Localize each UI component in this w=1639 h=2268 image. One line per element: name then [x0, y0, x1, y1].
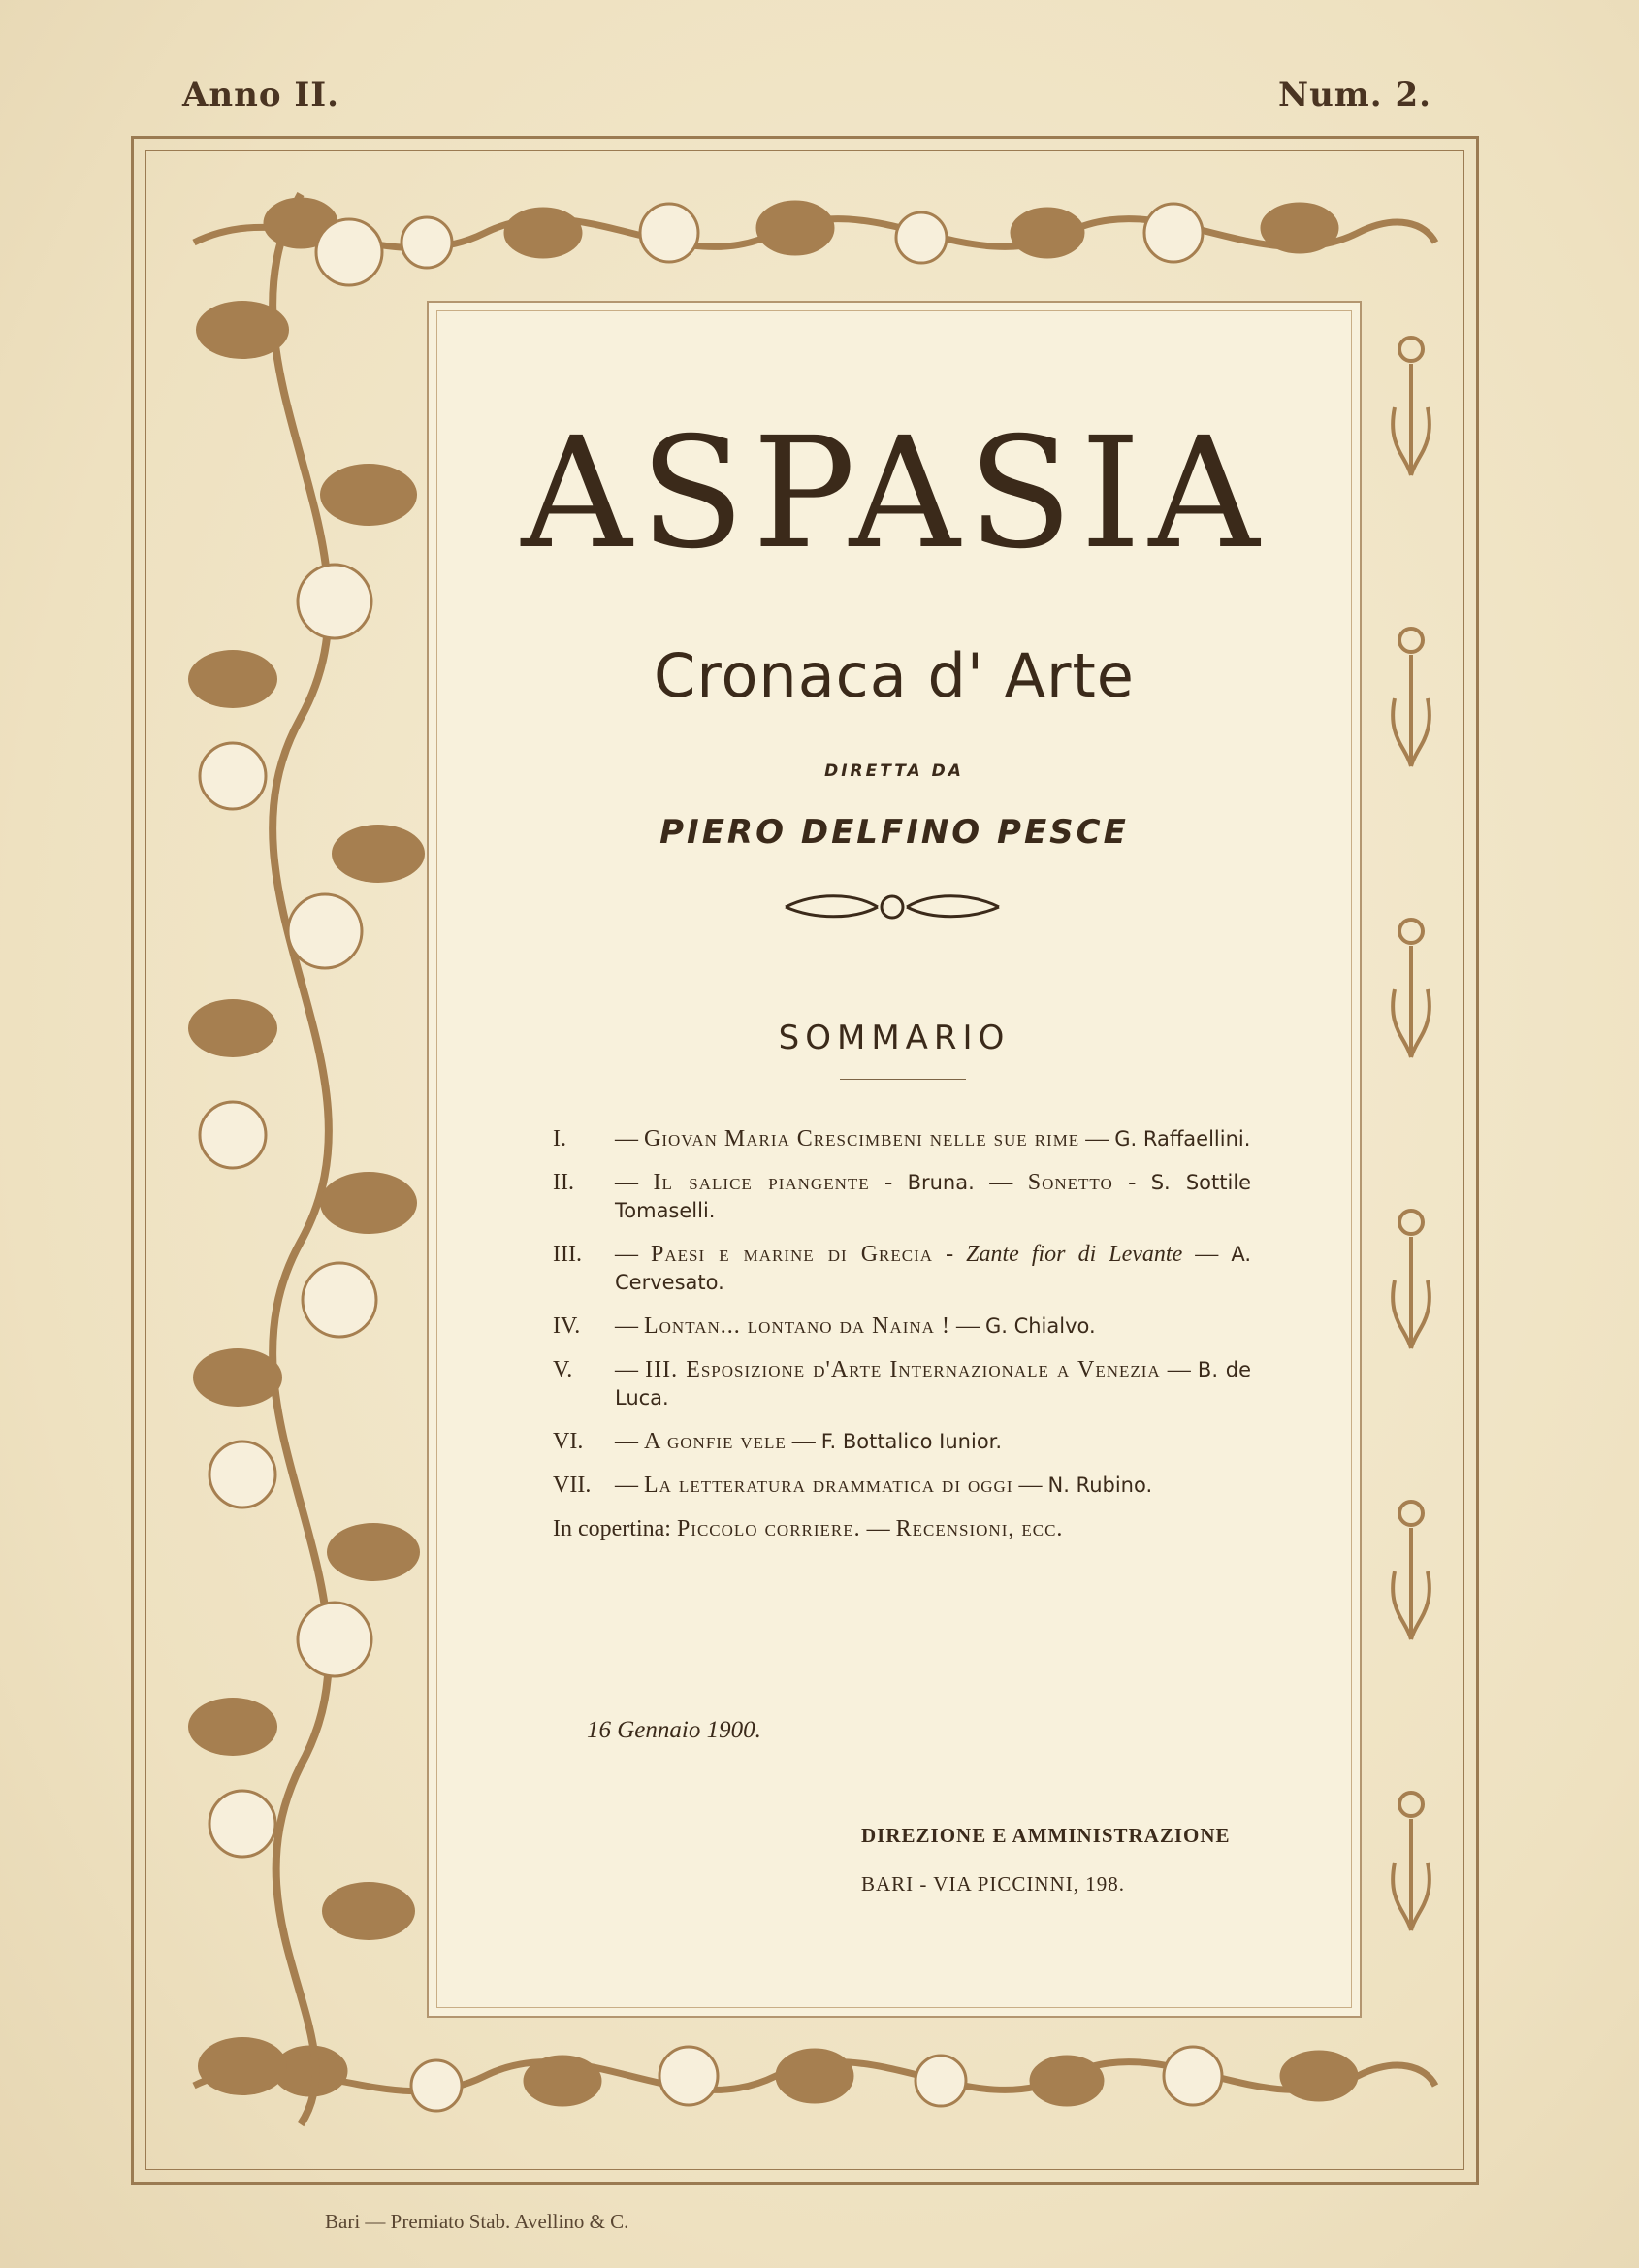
dash: —: [791, 1429, 816, 1454]
item-subtitle: Zante fior di Levante: [966, 1242, 1183, 1267]
item-text: [615, 1125, 1251, 1153]
contents-item: [553, 1356, 1251, 1412]
table-of-contents: [553, 1125, 1251, 1559]
item-text: [615, 1356, 1251, 1412]
dash: —: [989, 1170, 1013, 1195]
item-title: A gonfie vele: [644, 1429, 787, 1454]
contents-item: [553, 1472, 1251, 1500]
item-author: S. Sottile Tomaselli.: [615, 1171, 1252, 1222]
dash: —: [615, 1313, 638, 1339]
item-text: [615, 1241, 1251, 1297]
item-author: B. de Luca.: [615, 1358, 1252, 1409]
cover-item: Recensioni, ecc.: [895, 1516, 1064, 1541]
dash: —: [615, 1170, 638, 1195]
direction-address: BARI - VIA PICCINNI, 198.: [861, 1872, 1125, 1895]
editor-name: PIERO DELFINO PESCE: [659, 813, 1129, 852]
flourish-ornament: [776, 883, 1009, 931]
issue-date: 16 Gennaio 1900.: [587, 1717, 761, 1743]
right-flower-ornament: [1367, 310, 1455, 2018]
contents-heading: SOMMARIO: [778, 1019, 1011, 1057]
item-text: [553, 1515, 1251, 1543]
dash: -: [946, 1242, 954, 1267]
contents-item: [553, 1241, 1251, 1297]
item-title: La letteratura drammatica di oggi: [644, 1473, 1013, 1498]
dash: —: [866, 1516, 890, 1541]
contents-item: [553, 1169, 1251, 1225]
dash: —: [615, 1242, 638, 1267]
item-title: Sonetto: [1027, 1170, 1113, 1195]
item-title: Giovan Maria Crescimbeni nelle sue rime: [644, 1126, 1080, 1151]
item-title: III. Esposizione d'Arte Internazionale a Venezia: [645, 1357, 1161, 1382]
contents-item: [553, 1428, 1251, 1456]
item-text: [615, 1428, 1251, 1456]
item-number: II.: [553, 1170, 574, 1195]
cover-item: Piccolo corriere.: [676, 1516, 861, 1541]
item-number: I.: [553, 1126, 566, 1151]
cover-label: In copertina:: [553, 1516, 671, 1541]
item-text: [615, 1169, 1251, 1225]
item-title: Il salice piangente: [653, 1170, 870, 1195]
dash: -: [1128, 1170, 1137, 1195]
dash: —: [615, 1126, 638, 1151]
item-number: III.: [553, 1242, 582, 1267]
left-vine-ornament: [165, 175, 441, 2144]
directed-by-label: DIRETTA DA: [824, 761, 964, 781]
item-author: G. Raffaellini.: [1114, 1127, 1251, 1150]
item-author: N. Rubino.: [1047, 1474, 1153, 1497]
dash: —: [1167, 1357, 1191, 1382]
dash: —: [1018, 1473, 1043, 1498]
contents-item: [553, 1125, 1251, 1153]
journal-title: ASPASIA: [521, 405, 1268, 583]
dash: —: [615, 1473, 638, 1498]
item-number: V.: [553, 1357, 573, 1382]
direction-label: DIREZIONE E AMMINISTRAZIONE: [861, 1824, 1231, 1847]
dash: —: [1195, 1242, 1219, 1267]
item-author: G. Chialvo.: [984, 1314, 1096, 1338]
contents-item: [553, 1312, 1251, 1341]
dash: —: [955, 1313, 980, 1339]
contents-rule: [840, 1079, 966, 1080]
cover-contents: [553, 1515, 1251, 1543]
item-author: Bruna.: [907, 1171, 975, 1194]
journal-subtitle: Cronaca d' Arte: [654, 640, 1135, 711]
printer-imprint: Bari — Premiato Stab. Avellino & C.: [325, 2210, 629, 2233]
item-author: F. Bottalico Iunior.: [820, 1430, 1003, 1453]
item-text: [615, 1312, 1251, 1341]
item-number: IV.: [553, 1313, 581, 1339]
dash: —: [615, 1429, 638, 1454]
item-author: A. Cervesato.: [615, 1243, 1252, 1294]
item-text: [615, 1472, 1251, 1500]
item-title: Paesi e marine di Grecia: [651, 1242, 934, 1267]
volume-label: Anno II.: [182, 76, 339, 114]
dash: —: [615, 1357, 638, 1382]
dash: -: [884, 1170, 893, 1195]
issue-number: Num. 2.: [1278, 76, 1431, 114]
item-number: VII.: [553, 1473, 592, 1498]
item-number: VI.: [553, 1429, 584, 1454]
item-title: Lontan... lontano da Naina !: [644, 1313, 950, 1339]
dash: —: [1085, 1126, 1109, 1151]
